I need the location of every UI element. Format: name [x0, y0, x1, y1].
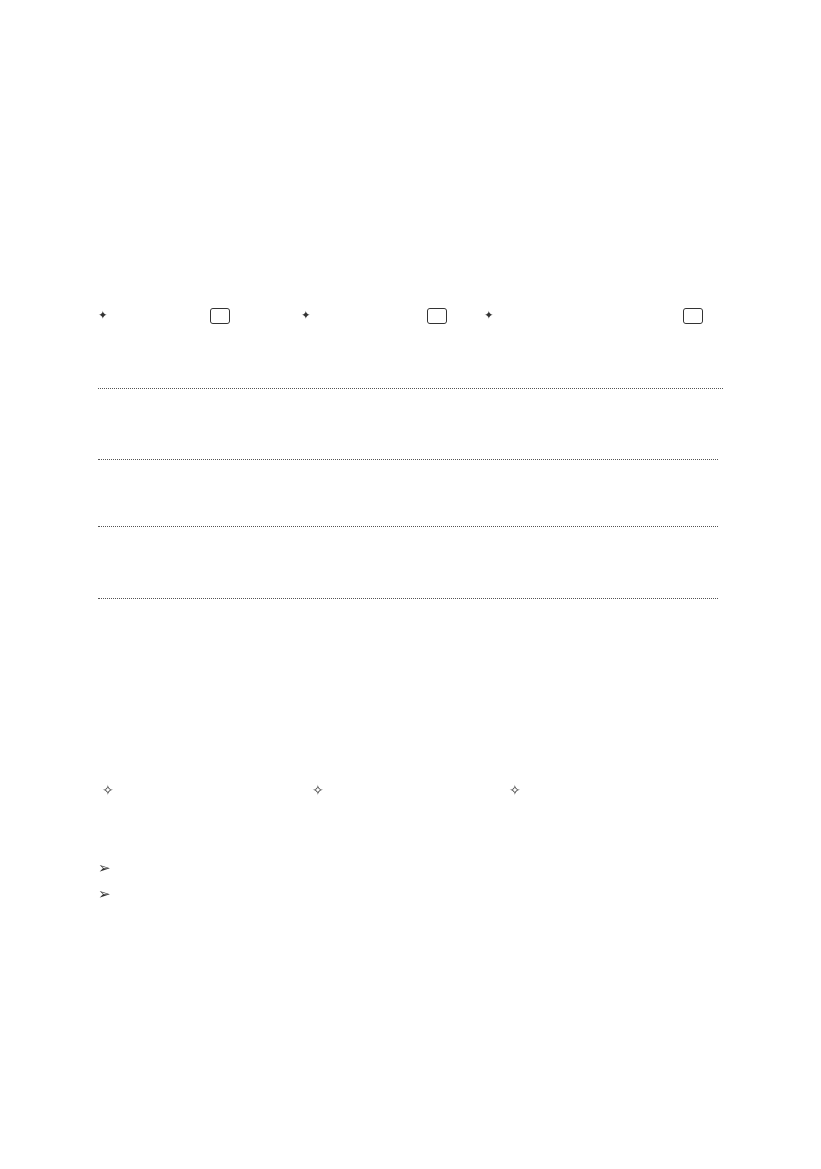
checkbox-middle-east[interactable]: [210, 308, 230, 324]
q7-option-possibility[interactable]: [102, 782, 122, 799]
sparkle-icon: ✦: [484, 308, 494, 322]
q8-pair-1: [98, 859, 119, 877]
sparkle-icon: ✦: [301, 308, 311, 322]
q7-option-advice[interactable]: [509, 782, 529, 799]
four-point-star-icon: ✧: [509, 782, 521, 798]
checkbox-great-britain[interactable]: [427, 308, 447, 324]
answer-line-5[interactable]: [98, 597, 718, 599]
arrow-bullet-icon: ➢: [98, 860, 111, 877]
four-point-star-icon: ✧: [102, 782, 114, 798]
answer-line-4[interactable]: [98, 525, 718, 527]
answer-line-2[interactable]: [98, 387, 723, 389]
q7-option-ability[interactable]: [312, 782, 328, 799]
option-great-britain: [301, 308, 318, 322]
option-usa: [484, 308, 501, 322]
four-point-star-icon: ✧: [312, 782, 324, 798]
arrow-bullet-icon: ➢: [98, 886, 111, 903]
q8-pair-2: [98, 885, 119, 903]
checkbox-usa[interactable]: [683, 308, 703, 324]
option-middle-east: [98, 308, 115, 322]
sparkle-icon: ✦: [98, 308, 108, 322]
answer-line-3[interactable]: [98, 458, 718, 460]
